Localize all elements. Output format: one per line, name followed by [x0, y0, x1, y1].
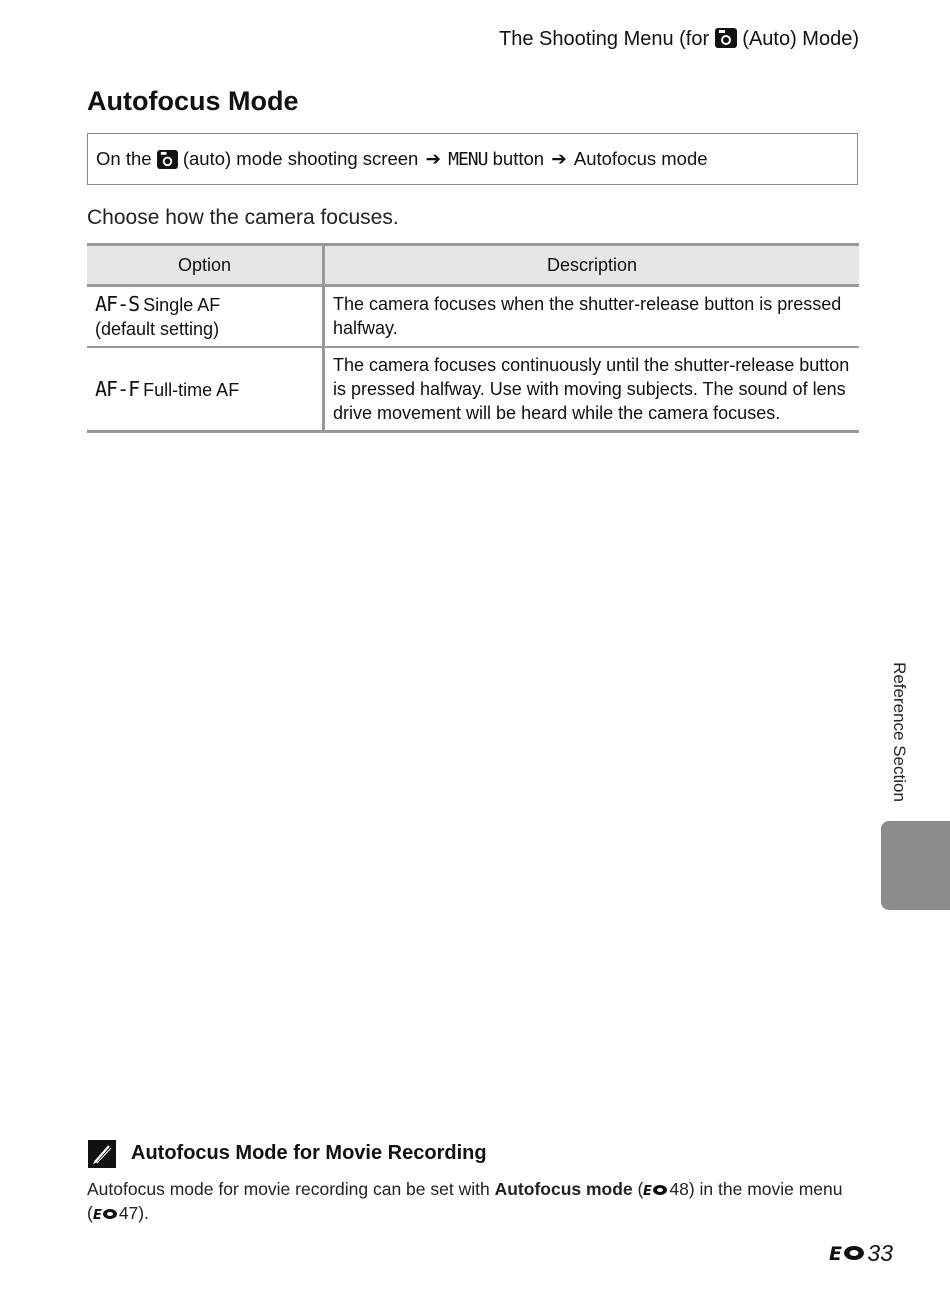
nav-setting: Autofocus mode: [573, 148, 708, 169]
note-ref-page: 48: [669, 1179, 689, 1199]
page-title: Autofocus Mode: [87, 86, 299, 116]
running-header-prefix: The Shooting Menu (for: [499, 28, 710, 50]
pencil-note-icon: [88, 1140, 116, 1168]
reference-section-icon: [643, 1183, 669, 1197]
af-s-icon: AF-S: [95, 292, 140, 316]
af-f-icon: AF-F: [95, 376, 140, 401]
note-text: ) in the movie menu: [688, 1179, 843, 1199]
page-number: [829, 1240, 893, 1267]
intro-text: Choose how the camera focuses.: [87, 206, 399, 229]
arrow-right-icon: ➔: [551, 148, 567, 169]
nav-button-word: button: [492, 148, 545, 169]
side-tab: [881, 821, 950, 910]
svg-text:E: E: [829, 1243, 843, 1263]
menu-navigation-path: [87, 133, 858, 185]
page-number-value: 33: [867, 1240, 893, 1266]
running-header-suffix: (Auto) Mode): [742, 28, 859, 50]
table-row: [87, 347, 859, 432]
option-name: Full-time AF: [143, 379, 240, 400]
note-ref-open: (: [637, 1179, 644, 1199]
note-text: Autofocus mode for movie recording can be set with: [87, 1179, 490, 1199]
table-row: [87, 286, 859, 348]
table-header-row: [87, 245, 859, 286]
column-header-option: Option: [87, 245, 324, 286]
option-cell: [87, 286, 324, 348]
option-cell: [87, 347, 324, 432]
note-bold-term: Autofocus mode: [494, 1179, 633, 1199]
reference-section-icon: [829, 1243, 867, 1263]
note-ref-open: (: [87, 1203, 93, 1223]
nav-prefix: On the: [96, 148, 152, 169]
column-header-description: Description: [324, 245, 860, 286]
description-cell: The camera focuses when the shutter-release button is pressed halfway.: [324, 286, 860, 348]
reference-section-icon: [93, 1207, 119, 1221]
note-ref-page: 47: [118, 1203, 139, 1223]
svg-text:E: E: [92, 1208, 102, 1221]
svg-text:E: E: [643, 1184, 653, 1197]
option-note: (default setting): [95, 319, 220, 339]
option-table: [87, 243, 859, 433]
note-body: [87, 1177, 867, 1225]
option-name: Single AF: [143, 295, 221, 315]
side-tab-label: Reference Section: [890, 662, 909, 802]
arrow-right-icon: ➔: [425, 148, 441, 169]
menu-button-label: MENU: [448, 148, 488, 170]
nav-screen: (auto) mode shooting screen: [182, 148, 419, 169]
description-cell: The camera focuses continuously until the shutter-release button is pressed halfway. Use with moving subjects. The sound of lens drive movement will be heard while the camera focuses.: [324, 347, 860, 432]
running-header: [499, 28, 859, 51]
note-heading: Autofocus Mode for Movie Recording: [131, 1142, 487, 1164]
note-text: ).: [138, 1203, 149, 1223]
camera-icon: [157, 150, 178, 169]
camera-icon: [715, 28, 737, 48]
